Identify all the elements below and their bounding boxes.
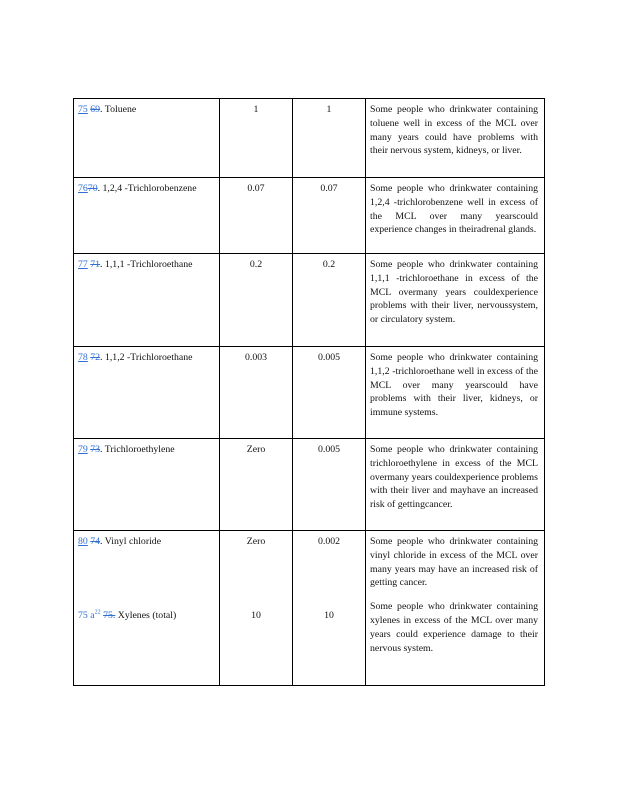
contaminant-number: 78 — [78, 352, 88, 363]
contaminant-cell — [74, 254, 220, 347]
mclg-value: Zero — [220, 439, 293, 531]
footnote-marker: 22 — [94, 609, 101, 616]
number-separator: . — [100, 259, 103, 270]
contaminant-name: Xylenes (total) — [117, 609, 177, 621]
mcl-value: 0.002 — [317, 536, 341, 547]
mcl-cell — [293, 531, 366, 686]
number-separator: . — [97, 183, 101, 194]
number-separator: . — [100, 352, 103, 363]
contaminant-cell — [74, 531, 220, 686]
contaminant-name: Trichloroethylene — [104, 444, 175, 455]
mcl-value: 1 — [293, 99, 366, 178]
mclg-value: 0.003 — [220, 347, 293, 439]
health-effect-cell — [366, 531, 545, 686]
contaminant-table — [73, 98, 545, 686]
deleted-number: 69 — [90, 104, 101, 115]
contaminant-name: 1,1,1 -Trichloroethane — [104, 259, 193, 270]
health-effect-text: Some people who drinkwater containing xylenes in excess of the MCL over many years could experience damage to their nervous system. — [370, 601, 538, 654]
mclg-value: 1 — [220, 99, 293, 178]
number-separator: . — [100, 536, 103, 547]
mclg-value: Zero — [246, 536, 266, 547]
table-row — [74, 99, 545, 178]
mcl-value: 0.005 — [293, 439, 366, 531]
mcl-value: 0.005 — [293, 347, 366, 439]
deleted-number: 74 — [90, 536, 101, 547]
contaminant-number: 77 — [78, 259, 88, 270]
health-effect-text: Some people who drinkwater containing vinyl chloride in excess of the MCL over many years may have an increased risk of getting cancer. — [370, 536, 538, 589]
contaminant-number: 80 — [78, 536, 88, 547]
table-row — [74, 347, 545, 439]
health-effect-text: Some people who drinkwater containing 1,2,4 -trichlorobenzene well in excess of the MCL over many yearscould experience changes in theiradrenal glands. — [366, 178, 545, 254]
contaminant-cell — [74, 347, 220, 439]
contaminant-cell — [74, 439, 220, 531]
contaminant-number: 79 — [78, 444, 88, 455]
health-effect-text: Some people who drinkwater containing 1,1,2 -trichloroethane well in excess of the MCL over many yearscould have problems with their liver, kidneys, or immune systems. — [366, 347, 545, 439]
deleted-number: 70 — [87, 183, 98, 194]
deleted-number: 71 — [90, 259, 101, 270]
mclg-cell — [220, 531, 293, 686]
contaminant-name: 1,2,4 -Trichlorobenzene — [102, 183, 197, 194]
deleted-number: 73 — [90, 444, 101, 455]
mcl-value: 0.07 — [293, 178, 366, 254]
mcl-value: 0.2 — [293, 254, 366, 347]
mcl-value: 10 — [324, 609, 334, 621]
mclg-value: 0.07 — [220, 178, 293, 254]
mclg-value: 10 — [251, 609, 261, 621]
contaminant-number: 76 — [78, 183, 88, 194]
contaminant-number: 75 a — [78, 609, 95, 621]
table-row — [74, 439, 545, 531]
number-separator: . — [100, 104, 103, 115]
health-effect-text: Some people who drinkwater containing trichloroethylene in excess of the MCL overmany years couldexperience problems with their liver and mayhave an increased risk of gettingcancer. — [366, 439, 545, 531]
table-row — [74, 531, 545, 686]
table-row — [74, 254, 545, 347]
deleted-number: 75. — [103, 609, 116, 621]
health-effect-text: Some people who drinkwater containing 1,1,1 -trichloroethane in excess of the MCL overmany years couldexperience problems with their liver, nervoussystem, or circulatory system. — [366, 254, 545, 347]
contaminant-number: 75 — [78, 104, 88, 115]
table-row — [74, 178, 545, 254]
contaminant-cell — [74, 99, 220, 178]
deleted-number: 72 — [90, 352, 101, 363]
contaminant-name: Toluene — [104, 104, 137, 115]
mclg-value: 0.2 — [220, 254, 293, 347]
number-separator: . — [100, 444, 103, 455]
health-effect-text: Some people who drinkwater containing toluene well in excess of the MCL over many years could have problems with their nervous system, kidneys, or liver. — [366, 99, 545, 178]
contaminant-name: 1,1,2 -Trichloroethane — [104, 352, 193, 363]
contaminant-cell — [74, 178, 220, 254]
contaminant-name: Vinyl chloride — [104, 536, 162, 547]
